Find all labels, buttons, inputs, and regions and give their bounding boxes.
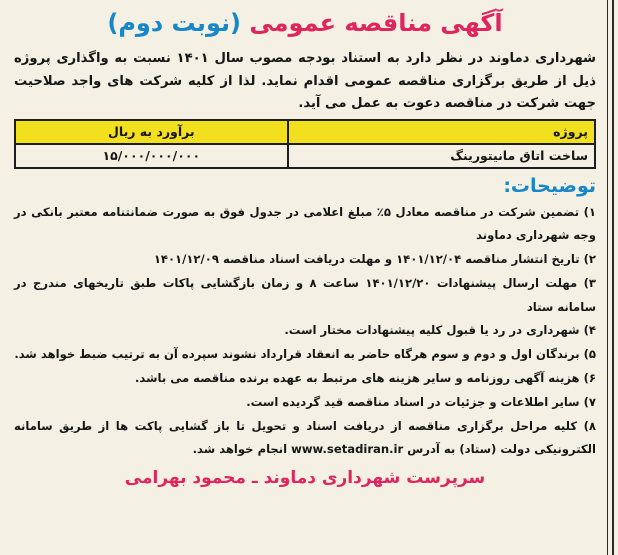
note-item: ۲) تاریخ انتشار مناقصه ۱۴۰۱/۱۲/۰۴ و مهلت دریافت اسناد مناقصه ۱۴۰۱/۱۲/۰۹ <box>153 252 596 267</box>
notes-heading: توضیحات: <box>503 174 596 197</box>
note-item: ۱) تضمین شرکت در مناقصه معادل ۵٪ مبلغ اعلامی در جدول فوق به صورت ضمانتنامه معتبر بانکی در وجه شهرداری دماوند <box>14 204 596 243</box>
notice-title <box>14 6 596 40</box>
note8-text: ۸) کلیه مراحل برگزاری مناقصه از دریافت اسناد و تحویل تا باز گشایی پاکت ها از طریق سامانه الکترونیکی دولت (ستاد) به آدرس <box>14 418 596 457</box>
note-item: ۷) سایر اطلاعات و جزئیات در اسناد مناقصه قید گردیده است. <box>246 394 596 409</box>
note-item: ۳) مهلت ارسال پیشنهادات ۱۴۰۱/۱۲/۲۰ ساعت ۸ و زمان بازگشایی پاکات طبق تاریخهای مندرج در سامانه ستاد <box>14 275 596 314</box>
cell-project: ساخت اتاق مانیتورینگ <box>288 144 595 168</box>
table-header-row <box>15 120 595 144</box>
note8-end: انجام خواهد شد. <box>192 442 292 457</box>
right-border-rule <box>607 0 614 555</box>
cell-estimate: ۱۵/۰۰۰/۰۰۰/۰۰۰ <box>15 144 288 168</box>
signature-line: سرپرست شهرداری دماوند ـ محمود بهرامی <box>124 468 486 489</box>
note-item: ۴) شهرداری در رد یا قبول کلیه پیشنهادات مختار است. <box>284 323 596 338</box>
table-row <box>15 144 595 168</box>
note-item-8 <box>14 415 596 463</box>
note-item: ۶) هزینه آگهی روزنامه و سایر هزینه های مرتبط به عهده برنده مناقصه می باشد. <box>134 371 596 386</box>
title-main: آگهی مناقصه عمومی <box>249 9 503 37</box>
notes-list <box>14 201 596 463</box>
header-project: پروژه <box>288 120 595 144</box>
project-table <box>14 119 596 169</box>
setad-url-link[interactable]: www.setadiran.ir <box>291 442 404 457</box>
note-item: ۵) برندگان اول و دوم و سوم هرگاه حاضر به انعقاد قرارداد نشوند سپرده آن به ترتیب ضبط خواهد شد. <box>14 347 596 362</box>
title-round: (نوبت دوم) <box>107 9 241 37</box>
header-estimate: برآورد به ریال <box>15 120 288 144</box>
intro-paragraph: شهرداری دماوند در نظر دارد به استناد بودجه مصوب سال ۱۴۰۱ نسبت به واگذاری پروژه ذیل از طریق برگزاری مناقصه عمومی اقدام نماید. لذا از کلیه شرکت های واجد صلاحیت جهت شرکت در مناقصه دعوت به عمل می آید. <box>14 51 596 111</box>
